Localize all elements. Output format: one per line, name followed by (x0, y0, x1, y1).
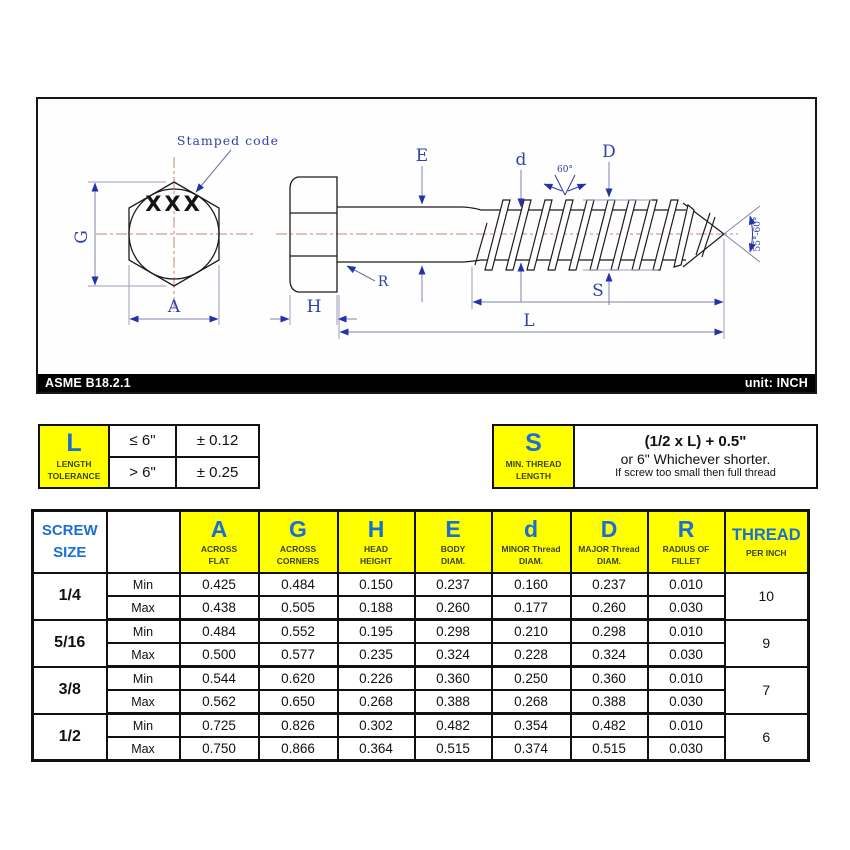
stamped-code-leader (196, 150, 231, 192)
table-row (33, 737, 809, 761)
stamped-code-marking: XXX (145, 192, 203, 216)
value-cell: 0.030 (648, 643, 725, 667)
table-row (33, 643, 809, 667)
min-thread-length-box (492, 424, 818, 489)
table-row (33, 714, 809, 738)
value-cell: 0.425 (180, 573, 259, 596)
dim-d-label: d (515, 150, 527, 170)
dimensions-table (31, 509, 810, 762)
value-cell: 0.030 (648, 596, 725, 620)
tolerance-row (110, 456, 258, 488)
value-cell: 0.482 (571, 714, 648, 738)
thread-angle-annotation (544, 165, 586, 195)
value-cell: 0.515 (415, 737, 492, 761)
tolerance-condition: ≤ 6" (110, 426, 177, 456)
dim-R-leader (347, 266, 375, 281)
value-cell: 0.210 (492, 620, 571, 644)
value-cell: 0.298 (571, 620, 648, 644)
table-row (33, 690, 809, 714)
max-label: Max (107, 643, 180, 667)
tolerance-value: ± 0.25 (196, 463, 239, 481)
standard-number: ASME B18.2.1 (45, 376, 131, 390)
value-cell: 0.228 (492, 643, 571, 667)
max-label: Max (107, 596, 180, 620)
value-cell: 0.302 (338, 714, 415, 738)
value-cell: 0.388 (415, 690, 492, 714)
min-label: Min (107, 714, 180, 738)
tolerance-condition: > 6" (110, 458, 177, 488)
value-cell: 0.750 (180, 737, 259, 761)
value-cell: 0.562 (180, 690, 259, 714)
value-cell: 0.360 (571, 667, 648, 691)
table-row (33, 596, 809, 620)
max-label: Max (107, 737, 180, 761)
screw-size: 5/16 (33, 620, 107, 667)
screw-size: 1/2 (33, 714, 107, 761)
value-cell: 0.010 (648, 620, 725, 644)
value-cell: 0.577 (259, 643, 338, 667)
col-header-A: A ACROSS FLAT (180, 511, 259, 574)
col-header-H: H HEAD HEIGHT (338, 511, 415, 574)
header-row (33, 511, 809, 574)
screw-size: 1/4 (33, 573, 107, 620)
value-cell: 0.177 (492, 596, 571, 620)
value-cell: 0.195 (338, 620, 415, 644)
value-cell: 0.500 (180, 643, 259, 667)
dim-A-label: A (167, 297, 181, 317)
tolerance-rows (110, 426, 258, 487)
min-label: Min (107, 620, 180, 644)
min-label: Min (107, 573, 180, 596)
thread-angle-label: 60° (557, 165, 573, 175)
dim-G-label: G (72, 230, 92, 244)
threads-per-inch: 10 (725, 573, 809, 620)
col-header-R: R RADIUS OF FILLET (648, 511, 725, 574)
stamped-code-label: Stamped code (176, 133, 280, 148)
thread-length-note: If screw too small then full thread (615, 467, 776, 480)
dim-H-label: H (306, 297, 322, 317)
value-cell: 0.237 (571, 573, 648, 596)
min-label: Min (107, 667, 180, 691)
threads-per-inch: 7 (725, 667, 809, 714)
min-thread-symbol-cell (494, 426, 575, 487)
value-cell: 0.360 (415, 667, 492, 691)
symbol-S: S (525, 429, 542, 458)
value-cell: 0.826 (259, 714, 338, 738)
length-tolerance-symbol-cell (40, 426, 110, 487)
col-header-thread-per-inch: THREAD PER INCH (725, 511, 809, 574)
value-cell: 0.484 (180, 620, 259, 644)
point-angle-label: 55°-60° (753, 216, 763, 252)
value-cell: 0.364 (338, 737, 415, 761)
max-label: Max (107, 690, 180, 714)
table-row (33, 667, 809, 691)
value-cell: 0.515 (571, 737, 648, 761)
value-cell: 0.388 (571, 690, 648, 714)
value-cell: 0.650 (259, 690, 338, 714)
value-cell: 0.260 (415, 596, 492, 620)
unit-label: unit: INCH (744, 376, 808, 390)
screw-size: 3/8 (33, 667, 107, 714)
value-cell: 0.324 (415, 643, 492, 667)
value-cell: 0.354 (492, 714, 571, 738)
thread-length-formula: (1/2 x L) + 0.5" (644, 432, 747, 450)
value-cell: 0.160 (492, 573, 571, 596)
value-cell: 0.150 (338, 573, 415, 596)
technical-drawing-panel (36, 97, 817, 394)
value-cell: 0.188 (338, 596, 415, 620)
thread-length-rule (575, 426, 816, 487)
screw-size-header: SCREW SIZE (33, 511, 107, 574)
value-cell: 0.552 (259, 620, 338, 644)
length-tolerance-box (38, 424, 260, 489)
value-cell: 0.237 (415, 573, 492, 596)
length-tolerance-caption: LENGTH TOLERANCE (47, 459, 101, 481)
value-cell: 0.030 (648, 690, 725, 714)
table-row (33, 573, 809, 596)
value-cell: 0.505 (259, 596, 338, 620)
value-cell: 0.438 (180, 596, 259, 620)
thread-length-alternative: or 6" Whichever shorter. (620, 450, 771, 467)
col-header-d: d MINOR Thread DIAM. (492, 511, 571, 574)
value-cell: 0.866 (259, 737, 338, 761)
symbol-L: L (66, 429, 82, 458)
value-cell: 0.298 (415, 620, 492, 644)
col-header-G: G ACROSS CORNERS (259, 511, 338, 574)
tolerance-value: ± 0.12 (196, 432, 239, 450)
value-cell: 0.030 (648, 737, 725, 761)
dim-R-label: R (377, 274, 389, 290)
threads-per-inch: 6 (725, 714, 809, 761)
threads-per-inch: 9 (725, 620, 809, 667)
value-cell: 0.235 (338, 643, 415, 667)
value-cell: 0.010 (648, 714, 725, 738)
value-cell: 0.620 (259, 667, 338, 691)
value-cell: 0.268 (492, 690, 571, 714)
value-cell: 0.010 (648, 573, 725, 596)
tolerance-row (110, 426, 258, 456)
value-cell: 0.725 (180, 714, 259, 738)
value-cell: 0.544 (180, 667, 259, 691)
min-thread-caption: MIN. THREAD LENGTH (505, 459, 562, 481)
title-bar (38, 374, 815, 392)
value-cell: 0.268 (338, 690, 415, 714)
dim-L-label: L (523, 311, 535, 331)
dim-E-label: E (415, 146, 429, 166)
value-cell: 0.324 (571, 643, 648, 667)
value-cell: 0.226 (338, 667, 415, 691)
value-cell: 0.374 (492, 737, 571, 761)
minmax-header-empty (107, 511, 180, 574)
lag-screw-drawing (38, 99, 815, 374)
table-row (33, 620, 809, 644)
point-angle-annotation (724, 206, 763, 262)
col-header-E: E BODY DIAM. (415, 511, 492, 574)
dim-D-label: D (602, 142, 616, 162)
value-cell: 0.010 (648, 667, 725, 691)
value-cell: 0.260 (571, 596, 648, 620)
value-cell: 0.484 (259, 573, 338, 596)
col-header-D: D MAJOR Thread DIAM. (571, 511, 648, 574)
dim-S-label: S (592, 281, 604, 301)
value-cell: 0.250 (492, 667, 571, 691)
value-cell: 0.482 (415, 714, 492, 738)
